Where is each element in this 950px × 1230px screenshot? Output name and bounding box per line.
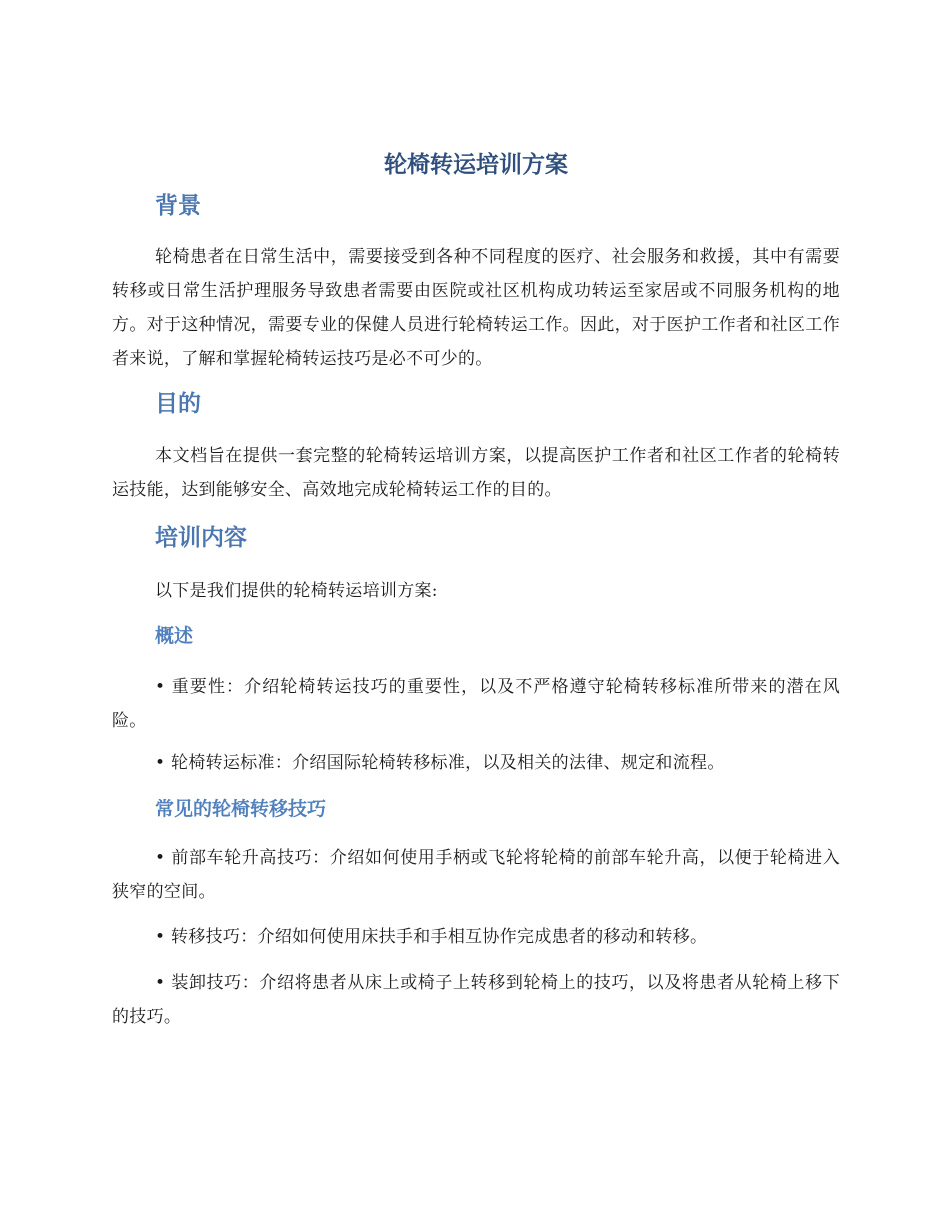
technique-item: • 前部车轮升高技巧：介绍如何使用手柄或飞轮将轮椅的前部车轮升高，以便于轮椅进入狭窄的空间。 xyxy=(112,848,840,902)
technique-item: • 转移技巧：介绍如何使用床扶手和手相互协作完成患者的移动和转移。 xyxy=(155,927,708,947)
overview-item: • 重要性：介绍轮椅转运技巧的重要性，以及不严格遵守轮椅转移标准所带来的潜在风险。 xyxy=(112,677,840,731)
overview-item: • 轮椅转运标准：介绍国际轮椅转移标准，以及相关的法律、规定和流程。 xyxy=(155,753,725,773)
subsection-heading-overview: 概述 xyxy=(155,625,194,647)
section-heading-background: 背景 xyxy=(155,193,201,219)
section-heading-purpose: 目的 xyxy=(155,391,201,417)
subsection-heading-techniques: 常见的轮椅转移技巧 xyxy=(155,798,327,820)
technique-item: • 装卸技巧：介绍将患者从床上或椅子上转移到轮椅上的技巧，以及将患者从轮椅上移下的技巧。 xyxy=(112,973,840,1027)
background-paragraph: 轮椅患者在日常生活中，需要接受到各种不同程度的医疗、社会服务和救援，其中有需要转移或日常生活护理服务导致患者需要由医院或社区机构成功转运至家居或不同服务机构的地方。对于这种情况，需要专业的保健人员进行轮椅转运工作。因此，对于医护工作者和社区工作者来说，了解和掌握轮椅转运技巧是必不可少的。 xyxy=(112,247,840,369)
section-heading-training: 培训内容 xyxy=(155,525,247,551)
training-intro: 以下是我们提供的轮椅转运培训方案: xyxy=(155,581,438,601)
document-title: 轮椅转运培训方案 xyxy=(384,152,568,178)
purpose-paragraph: 本文档旨在提供一套完整的轮椅转运培训方案，以提高医护工作者和社区工作者的轮椅转运技能，达到能够安全、高效地完成轮椅转运工作的目的。 xyxy=(112,446,840,500)
